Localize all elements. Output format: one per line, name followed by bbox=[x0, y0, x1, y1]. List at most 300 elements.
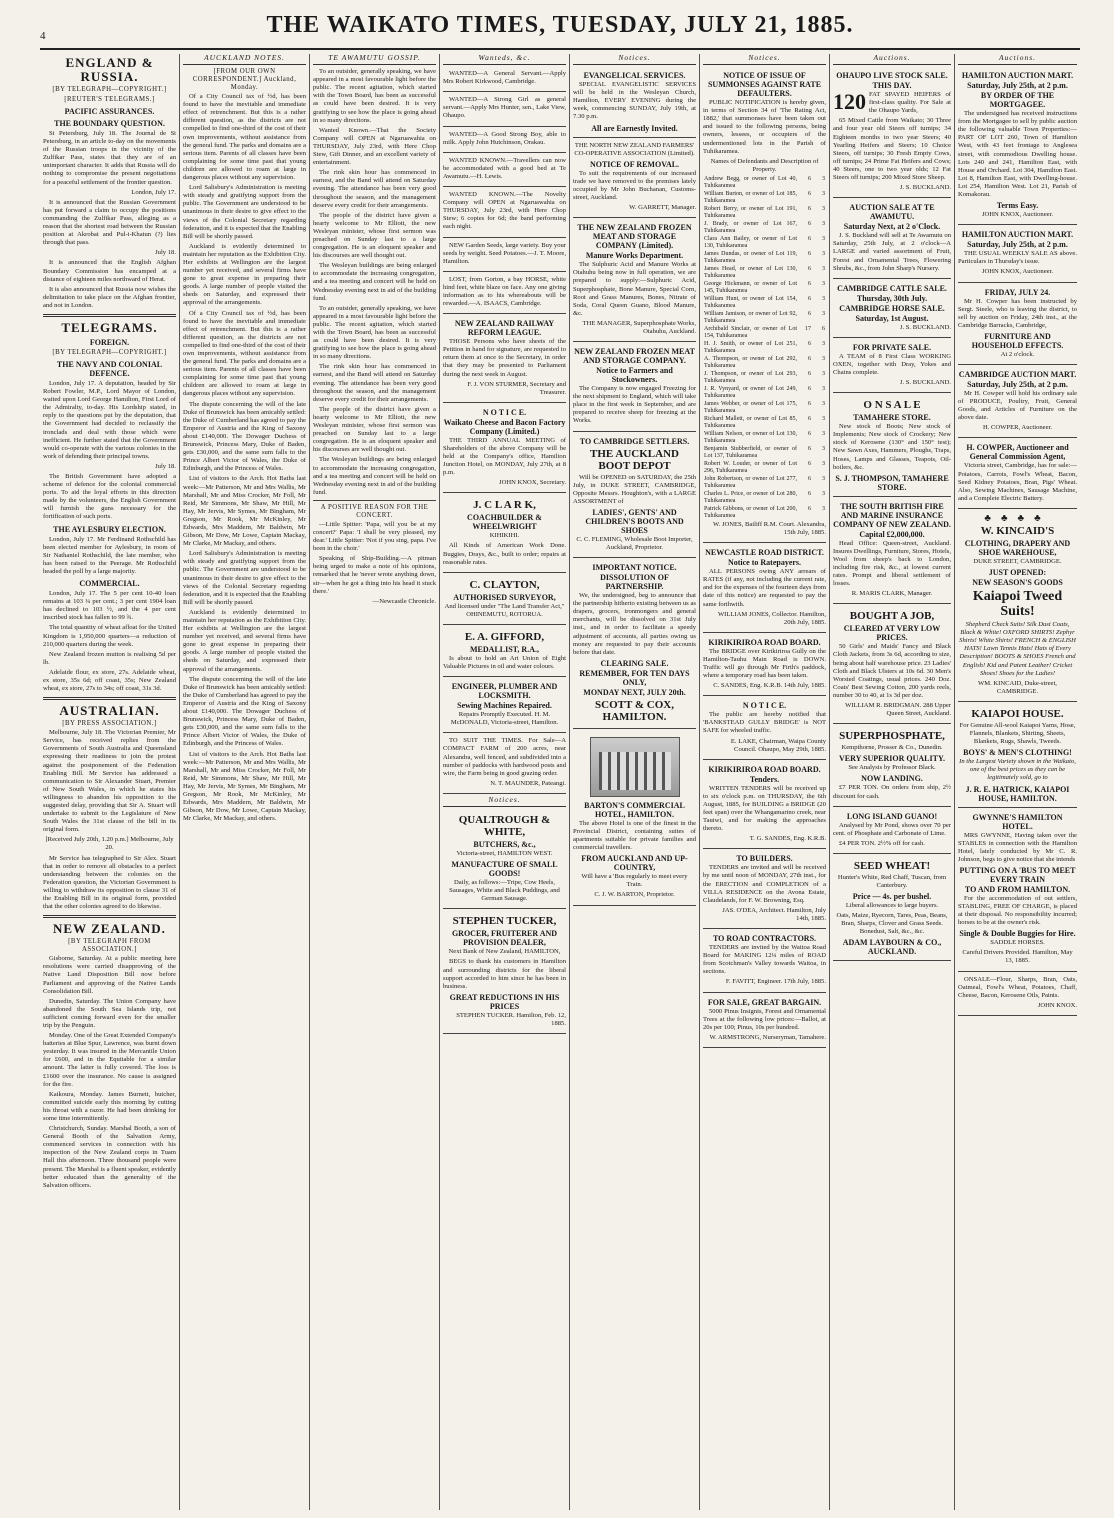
column-heading: Auctions. bbox=[833, 54, 951, 65]
classified-ad bbox=[443, 274, 566, 314]
ad-text: WANTED—A Good Strong Boy, able to milk. Apply John Hutchinson, Orakau. bbox=[443, 130, 566, 146]
ad-title: IMPORTANT NOTICE. bbox=[592, 563, 677, 573]
ad-subtitle: Single & Double Buggies for Hire. bbox=[959, 929, 1076, 939]
ad-title: STEPHEN TUCKER, bbox=[452, 915, 557, 928]
byline: [BY TELEGRAPH FROM ASSOCIATION.] bbox=[68, 938, 151, 954]
article-paragraph: Of a City Council tax of ½d, has been found to have the inevitable and immediate effect of retrenchment. But this is a rather different question, as the districts are not compelled to find one-third of the cost of their own improvements, without assistance from the general fund. The parks and domains are a serious item. Parents of all classes have been complaining for some time past that young children are allowed to roam at large in dangerous places without any supervision. bbox=[183, 93, 306, 182]
ad-text: For the accommodation of out settlers, STABLING, FREE OF CHARGE, is placed at their disposal. No responsibility incurred; horses to be at the owner's risk. bbox=[958, 894, 1077, 927]
table-row bbox=[703, 491, 826, 506]
amount-cell: 3 bbox=[822, 475, 825, 482]
classified-ad bbox=[703, 995, 826, 1048]
ad-signature: C. J. W. BARTON, Proprietor. bbox=[594, 891, 675, 899]
defendant-cell: Charles L. Price, or owner of Lot 280, Tuhikaramea bbox=[704, 490, 797, 505]
article-source: —Newcastle Chronicle. bbox=[372, 597, 436, 605]
ad-subtitle: Thursday, 30th July. bbox=[856, 293, 928, 303]
amount-cell: 3 bbox=[822, 280, 825, 287]
ad-signature: F. FAVITT, Engineer. 17th July, 1885. bbox=[725, 978, 826, 986]
dateline: July 18. bbox=[155, 249, 176, 257]
amount-cell: 3 bbox=[822, 295, 825, 302]
article-paragraph: To an outsider, generally speaking, we have appeared in a most favourable light before the public. The recent agitation, which started with the Town Board, has been as successful as could have been desired. It is very gratifying to see how the place is going ahead in so many directions. bbox=[313, 304, 436, 361]
amount-cell: 6 bbox=[808, 235, 811, 242]
ad-subtitle: Saturday, July 25th, at 2 p.m. bbox=[967, 379, 1068, 389]
ad-subtitle: Capital £2,000,000. bbox=[859, 529, 925, 539]
ad-subtitle: MONDAY NEXT, JULY 20th. bbox=[583, 687, 686, 697]
ad-title: BARTON'S COMMERCIAL HOTEL, HAMILTON. bbox=[584, 800, 685, 819]
ad-subtitle: MANUFACTURE OF SMALL GOODS! bbox=[451, 860, 558, 879]
article-paragraph: Kaikoura, Monday. James Burnett, butcher, committed suicide early this morning by cutting his throat with a razor. He had been drinking for some time intermittently. bbox=[43, 1090, 176, 1122]
classified-ad bbox=[958, 68, 1077, 225]
column-wanteds bbox=[440, 54, 570, 1510]
ad-text: THOSE Persons who have sheets of the Petition in hand for signature, are requested to return them at once to the Secretary, in order that they may be presented to Parliament during the next week in August. bbox=[443, 338, 566, 378]
classified-ad bbox=[573, 220, 696, 342]
amount-cell: 3 bbox=[822, 445, 825, 452]
ad-title: C. CLAYTON, bbox=[469, 578, 540, 591]
ad-signature: C. SANDES, Eng. K.R.B. 14th July, 1885. bbox=[713, 682, 826, 690]
ad-text: THE USUAL WEEKLY SALE AS above. Particulars in Thursday's issue. bbox=[958, 250, 1077, 266]
ad-signature: JOHN KNOX, Auctioneer. bbox=[981, 268, 1054, 276]
ad-number: 120 bbox=[833, 89, 866, 115]
table-row bbox=[703, 386, 826, 401]
ad-signature: R. MARIS CLARK, Manager. bbox=[851, 590, 933, 598]
ad-subtitle: NEW SEASON'S GOODS bbox=[972, 578, 1063, 588]
ad-title: NEWCASTLE ROAD DISTRICT. bbox=[705, 548, 824, 558]
defendant-cell: Benjamin Stubberfield, or owner of Lot 137, Tuhikaramea bbox=[704, 445, 797, 460]
ad-title: HAMILTON AUCTION MART. bbox=[961, 71, 1074, 81]
defendant-cell: Patrick Gibbons, or owner of Lot 200, Tuhikaramea bbox=[704, 505, 797, 520]
ad-title: THE NEW ZEALAND FROZEN MEAT AND STORAGE COMPANY (Limited). bbox=[577, 223, 692, 251]
classified-ad bbox=[703, 68, 826, 543]
ad-text: Mr H. Cowper has been instructed by Sergt. Steele, who is leaving the district, to sell by auction on Friday, 24th inst., at the Cambridge Barracks, Cambridge, bbox=[958, 297, 1077, 329]
ad-text: WANTED—A Strong Girl as general servant.—Apply Mrs Hunter, sen., Lake View, Ohaupo. bbox=[443, 96, 566, 120]
ad-price: £7 PER TON. On orders from ship, 2½ discount for cash. bbox=[833, 784, 951, 800]
ad-headline: Kaiapoi Tweed Suits! bbox=[972, 589, 1063, 620]
ad-title: LONG ISLAND GUANO! bbox=[846, 811, 938, 821]
dateline: [Received July 20th, 1.20 p.m.] Melbourne, July 20. bbox=[45, 836, 174, 852]
ad-title: BOUGHT A JOB, bbox=[849, 610, 935, 623]
table-row bbox=[703, 176, 826, 191]
defendant-cell: Archibald Sinclair, or owner of Lot 154, Tuhikaramea bbox=[704, 325, 797, 340]
article-paragraph: Of a City Council tax of ½d, has been found to have the inevitable and immediate effect of retrenchment. But this is a rather different question, as the districts are not compelled to find one-third of the cost of their own improvements, without assistance from the general fund. The parks and domains are a serious item. Parents of all classes have been complaining for some time past that young children are allowed to roam at large in dangerous places without any supervision. bbox=[183, 309, 306, 398]
ad-subtitle: CLOTHING, DRAPERY AND SHOE WAREHOUSE, bbox=[964, 539, 1071, 557]
ad-signature: JOHN KNOX. bbox=[1037, 1001, 1077, 1009]
ad-text: And licensed under "The Land Transfer Act," OHINEMUTU, ROTORUA. bbox=[444, 602, 565, 618]
ad-signature: JAS. O'DEA, Architect. Hamilton, July 14th, 1885. bbox=[722, 906, 826, 922]
ad-title: H. COWPER, Auctioneer and General Commission Agent, bbox=[966, 443, 1069, 462]
ad-title: AUCTION SALE AT TE AWAMUTU. bbox=[849, 203, 935, 222]
article-paragraph: The dispute concerning the will of the late Duke of Brunswick has been amicably settled: the Duke of Cumberland has agreed to pay the Emperor of Austria and the King of Saxony about £140,000. The Dowager Duchess of Brunswick, Princess Mary, Duke of Baden, gets £30,000, and the same sum falls to the Prince Albert Victor of Wales, the Duke of Edinburgh, and the Princess of Wales. bbox=[183, 675, 306, 748]
article-paragraph: Auckland is evidently determined to maintain her reputation as the Exhibition City. Her exhibits at Wellington are the largest number yet received, and several firms have gone to great expense in preparing their goods. A large number of people visited the sheds on Saturday, and expressed their approval of the arrangements. bbox=[183, 608, 306, 673]
ad-text: Repairs Promptly Executed. H. M. McDONALD, Victoria-street, Hamilton. bbox=[450, 711, 559, 727]
ad-text: The Sulphuric Acid and Manure Works at Otahuhu being now in full operation, we are prepared to supply:—Sulphuric Acid, Superphosphate, Bone Manure, Special Corn, Root and Grass Manures, Bones, Nitrate of Soda, Coral Queen Guano, Blood Manure, &c. bbox=[573, 261, 696, 317]
table-row bbox=[703, 431, 826, 446]
classified-ad bbox=[443, 575, 566, 625]
ad-text: WANTED—A General Servant.—Apply Mrs Robert Kirkwood, Cambridge. bbox=[443, 70, 566, 86]
column-heading: Notices. bbox=[703, 54, 826, 65]
amount-cell: 6 bbox=[808, 400, 811, 407]
ad-subtitle: TO AND FROM HAMILTON. bbox=[964, 884, 1071, 894]
ad-signature: C. C. FLEMING, Wholesale Boot Importer, Auckland, Proprietor. bbox=[576, 535, 693, 551]
defendant-cell: H. J. Smith, or owner of Lot 251, Tuhikaramea bbox=[704, 340, 797, 355]
ad-subtitle: Kempthorne, Prosser & Co., Dunedin. bbox=[841, 744, 943, 752]
ad-text: J. S. Buckland will sell at Te Awamutu on Saturday, 25th July, at 2 o'clock—A LARGE and varied assortment of Fruit, Forest and Ornamental Trees, Flowering Shrubs, &c., from John Sharp's Nursery. bbox=[833, 232, 951, 272]
ad-title: CAMBRIDGE AUCTION MART. bbox=[958, 369, 1077, 379]
ad-subtitle: FROM AUCKLAND AND UP-COUNTRY, bbox=[581, 854, 688, 873]
article-paragraph: The people of the district have given a hearty welcome to Mr Elliott, the new Wesleyan minister, whose first sermon was preached on Sunday last to a large congregation. He is an eloquent speaker and his discourses are well thought out. bbox=[313, 211, 436, 260]
classified-ad bbox=[443, 68, 566, 92]
ad-text: MRS GWYNNE, Having taken over the STABLES in connection with the Hamilton Hotel, lately conducted by Mr C. R. Johnson, begs to give notice that she intends bbox=[958, 831, 1077, 863]
ad-subtitle: REMEMBER, FOR TEN DAYS ONLY, bbox=[579, 668, 690, 687]
masthead bbox=[40, 8, 1080, 50]
ad-text: WRITTEN TENDERS will be received up to six o'clock p.m. on THURSDAY, the 6th August, 1885, for BUILDING a BRIDGE (20 feet span) over the Whangamarino creek, near Tauiwi, and for making the approaches thereto. bbox=[703, 784, 826, 833]
classified-ad bbox=[958, 285, 1077, 365]
article-paragraph: New Zealand frozen mutton is realising 5d per lb. bbox=[43, 650, 176, 666]
column-notices-2 bbox=[700, 54, 830, 1510]
ad-text: The above Hotel is one of the finest in the Provincial District, containing suites of apartments suitable for private families and commercial travellers. bbox=[573, 819, 696, 852]
ad-text: All Kinds of American Work Done. Buggies, Drays, &c., built to order; repairs at reasonable rates. bbox=[443, 542, 566, 566]
amount-cell: 6 bbox=[808, 385, 811, 392]
amount-cell: 3 bbox=[822, 265, 825, 272]
article-paragraph: Lord Salisbury's Administration is meeting with steady and gratifying support from the public. The Government are understood to be unanimous in their desire to give effect to the views of the Colonial Secretary regarding federation, and it is expected that the Enabling Bill will be shortly passed. bbox=[183, 184, 306, 240]
article-paragraph: The total quantity of wheat afloat for the United Kingdom is 1,950,000 quarters—a reduction of 210,000 quarters during the week. bbox=[43, 624, 176, 648]
ad-signature: STEPHEN TUCKER. Hamilton, Feb. 12, 1885. bbox=[456, 1011, 566, 1027]
ad-signature: W. ARMSTRONG, Nurseryman, Tamahere. bbox=[709, 1033, 826, 1041]
article-paragraph: —Little Spitter: 'Papa, will you be at my concert?' Papa: 'I shall be very pleased, my dear.' Little Spitter: 'Not if you sing, papa. I've been in the choir.' bbox=[313, 520, 436, 553]
ad-text: Victoria-street, HAMILTON WEST. bbox=[456, 849, 553, 857]
subheading: A POSITIVE REASON FOR THE CONCERT. bbox=[320, 503, 429, 519]
defendant-cell: John Robertson, or owner of Lot 277, Tuhikaramea bbox=[704, 475, 797, 490]
amount-cell: 3 bbox=[822, 385, 825, 392]
ad-title: KAIAPOI HOUSE. bbox=[971, 707, 1064, 720]
classified-ad bbox=[573, 140, 696, 219]
headline-australian: AUSTRALIAN. bbox=[59, 703, 160, 719]
ad-text: Will be OPENED on SATURDAY, the 25th July, in DUKE STREET, CAMBRIDGE, Opposite Messrs. Houghton's, with a LARGE ASSORTMENT of bbox=[573, 473, 696, 505]
article-paragraph: Wanted Known.—That the Society Company will OPEN at Ngaruawahia on THURSDAY, July 23rd, with Here Chop Stew, Gift Dinner, and an excellent variety of entertainment. bbox=[313, 126, 436, 167]
amount-cell: 6 bbox=[808, 355, 811, 362]
ad-title: NOTICE OF REMOVAL. bbox=[589, 159, 680, 169]
article-paragraph: List of visitors to the Arch. Hot Baths last week:—Mr Patterson, Mr and Mrs Wallis, Mr Marshall, Mr and Miss Crocker, Mr Foll, Mr Reid, Mr Simmons, Mr Shaw, Mr Hill, Mr Hay, Mr Jervis, Mr Symes, Mr Bingham, Mr Gregson, Mr Rook, Mr McKinley, Mr Edwards, Mrs Maddern, Mr Baldwin, Mr Gibson, Mr Dow, Mr Lowe, Captain Mackay, Mr Clarke, Mr Mackay, and others. bbox=[183, 475, 306, 548]
column-heading: Auctions. bbox=[958, 54, 1077, 65]
classified-ad bbox=[958, 440, 1077, 508]
ad-text: 50 Girls' and Maids' Fancy and Black Cloth Jackets, from 3s 6d, according to size, being about half warehouse price. 23 Ladies' Cloth and Black Ulsters at 10s 6d. 30 Men's Worsted Coatings, usual prices. 240 Doz. Coats' Best Sewing Cotton, 200 yards reels, number 30 to 40, at 1s 3d per doz. bbox=[833, 643, 951, 699]
ad-title: HAMILTON AUCTION MART. bbox=[961, 230, 1074, 240]
ad-title: J. C L A R K, bbox=[473, 499, 536, 512]
article-paragraph: Lord Salisbury's Administration is meeting with steady and gratifying support from the public. The Government are understood to be unanimous in their desire to give effect to the views of the Colonial Secretary regarding federation, and it is expected that the Enabling Bill will be shortly passed. bbox=[183, 550, 306, 606]
amount-cell: 6 bbox=[808, 505, 811, 512]
divider bbox=[43, 697, 176, 700]
classified-ad bbox=[443, 405, 566, 494]
classified-ad bbox=[703, 635, 826, 696]
ad-list: Shepherd Check Suits! Silk Dust Coats, Black & White! OXFORD SHIRTS! Zephyr Shirts! White Shirts! FRENCH & ENGLISH HATS! Lawn Tennis Hats! Hats of Every Description! BOOTS & SHOES French and English! Kid and Patent Leather! Cricket Shoes! Shoes for the Ladies! bbox=[959, 621, 1076, 677]
article-paragraph: Christchurch, Sunday. Marshal Booth, a son of General Booth of the Salvation Army, commenced services in connection with his inspection of the New Zealand corps in Tuam Hall this afternoon. Three thousand people were present. The Marshal is a fluent speaker, evidently better educated than the generality of the Salvation officers. bbox=[43, 1125, 176, 1189]
classified-ad bbox=[833, 726, 951, 806]
amount-cell: 3 bbox=[822, 355, 825, 362]
ad-title: TO CAMBRIDGE SETTLERS. bbox=[579, 436, 690, 446]
article-paragraph: It is also announced that Russia now wishes the delimitation to take place on the Afghan frontier, and not in London. bbox=[43, 285, 176, 309]
ad-text: Head Office: Queen-street, Auckland. Insures Dwellings, Furniture, Stores, Hotels, Wool from sheep's back to London, including fire risk, &c., at lowest current rates. Prompt and liberal settlement of losses. bbox=[833, 539, 951, 588]
ad-signature: SCOTT & COX, HAMILTON. bbox=[595, 698, 674, 723]
ad-text: TENDERS are invited by the Waitoa Road Board for MAKING 12¼ miles of ROAD from Scotchman's Valley towards Waitoa, in sections. bbox=[703, 944, 826, 976]
classified-ad bbox=[443, 495, 566, 572]
amount-cell: 3 bbox=[822, 490, 825, 497]
article-paragraph: List of visitors to the Arch. Hot Baths last week:—Mr Patterson, Mr and Mrs Wallis, Mr Marshall, Mr and Miss Crocker, Mr Foll, Mr Reid, Mr Simmons, Mr Shaw, Mr Hill, Mr Hay, Mr Jervis, Mr Symes, Mr Bingham, Mr Gregson, Mr Rook, Mr McKinley, Mr Edwards, Mrs Maddern, Mr Baldwin, Mr Gibson, Mr Dow, Mr Lowe, Captain Mackay, Mr Clarke, Mr Mackay, and others. bbox=[183, 750, 306, 823]
ad-signature: J. S. BUCKLAND. bbox=[899, 379, 951, 387]
amount-cell: 6 bbox=[808, 190, 811, 197]
ad-text: ALL PERSONS owing ANY arrears of RATES (if any, not including the current rate, and for the expenses of the fourteen days from date of this notice) are requested to pay the same forthwith. bbox=[703, 568, 826, 608]
ad-subtitle: LADIES', GENTS' AND CHILDREN'S BOOTS AND SHOES bbox=[585, 507, 684, 535]
ad-subtitle: BY ORDER OF THE MORTGAGEE. bbox=[980, 91, 1055, 110]
ad-subtitle: Manure Works Department. bbox=[585, 251, 684, 261]
defendant-cell: James Webber, or owner of Lot 175, Tuhikaramea bbox=[704, 400, 797, 415]
ad-signature: F. J. VON STURMER, Secretary and Treasurer. bbox=[467, 380, 566, 396]
table-row bbox=[703, 341, 826, 356]
article-paragraph: Melbourne, July 18. The Victorian Premier, Mr Service, has received replies from the Governments of South Australia and Queensland expressing their readiness to join the protest against the postponement of the Federation Enabling Bill. Mr Service has addressed a communication to Sir Alexander Stuart, Premier of New South Wales, in which he states his willingness to abandon his opposition to the suggested delay, providing that Sir A. Stuart will undertake to submit to the Legislature of New South Wales the 31st clause of the bill in its original form. bbox=[43, 729, 176, 834]
ad-subtitle: Sewing Machines Repaired. bbox=[457, 701, 552, 711]
ad-title: TO BUILDERS. bbox=[736, 854, 793, 864]
ad-subtitle: NOW LANDING. bbox=[861, 774, 923, 784]
amount-cell: 6 bbox=[808, 250, 811, 257]
dateline: July 18. bbox=[155, 462, 176, 470]
amount-cell: 6 bbox=[808, 430, 811, 437]
classified-ad bbox=[958, 367, 1077, 438]
ad-text: FAT SPAYED HEIFERS of first-class quality. For Sale at the Ohaupo Yards, bbox=[869, 91, 951, 115]
ad-text: To suit the requirements of our increased trade we have removed to the premises lately occupied by Mr John Buchanan, Customs-street, Auckland. bbox=[573, 169, 696, 202]
article-paragraph: The Wesleyan buildings are being enlarged to accommodate the increasing congregation, and a tea meeting and concert will be held on Wednesday evening next in aid of the building fund. bbox=[313, 456, 436, 496]
ad-subtitle: MEDALLIST, R.A., bbox=[470, 644, 539, 654]
ad-title: THE SOUTH BRITISH FIRE AND MARINE INSURANCE COMPANY OF NEW ZEALAND. bbox=[833, 501, 951, 529]
classified-ad bbox=[443, 94, 566, 126]
ad-note: See Analysis by Professor Black. bbox=[848, 764, 936, 772]
defendant-cell: Robert W. Louder, or owner of Lot 296, Tuhikaramea bbox=[704, 460, 797, 475]
ad-text: Mr H. Cowper will hold his ordinary sale of PRODUCE, Poultry, Fruit, General Goods, and Articles of Furniture on the above date. bbox=[958, 389, 1077, 422]
classified-ad bbox=[443, 911, 566, 1034]
headline-new-zealand: NEW ZEALAND. bbox=[53, 921, 166, 937]
defendant-cell: J. R. Vynyard, or owner of Lot 249, Tuhikaramea bbox=[704, 385, 797, 400]
defendant-cell: William Hunt, or owner of Lot 154, Tuhikaramea bbox=[704, 295, 797, 310]
ad-text: Will have a 'Bus regularly to meet every Train. bbox=[581, 873, 688, 889]
ad-signature: E. LAKE, Chairman, Waipa County Council. Ohaupo, May 29th, 1885. bbox=[730, 737, 826, 753]
amount-cell: 3 bbox=[822, 400, 825, 407]
classified-ad bbox=[443, 155, 566, 187]
ad-text: TENDERS are invited and will be received by me until noon of MONDAY, 27th inst., for the ERECTION and COMPLETION of a VILLA RESIDENCE on the Avona Estate, Claudelands, for F. W. Browning, Esq. bbox=[703, 864, 826, 904]
ad-text: We, the undersigned, beg to announce that the partnership hitherto existing between us as drapers, grocers, ironmongers and general merchants, will be dissolved on 31st July inst., and in order to facilitate a speedy adjustment of accounts, all parties owing us money are requested to pay their accounts before that date. bbox=[573, 592, 696, 656]
defendant-cell: James Head, or owner of Lot 130, Tuhikaramea bbox=[704, 265, 797, 280]
ad-subtitle: Notice to Farmers and Stockowners. bbox=[596, 366, 673, 385]
hotel-illustration bbox=[590, 737, 680, 797]
amount-cell: 3 bbox=[822, 190, 825, 197]
ad-title: N O T I C E. bbox=[742, 701, 787, 711]
article-paragraph: Mr Service has telegraphed to Sir Alex. Stuart that in order to remove all obstacles to a perfect understanding between the colonies on the Federation question, the Victorian Government is willing to withdraw its opposition to clause 31 of the Enabling Bill in its original form, provided that the other colonies agreed to do likewise. bbox=[43, 854, 176, 911]
ad-text: THE THIRD ANNUAL MEETING of Shareholders of the above Company will be held at the Company's office, Hamilton Junction Hotel, on MONDAY, July 27th, at 8 p.m. bbox=[443, 436, 566, 477]
classified-ad bbox=[958, 974, 1077, 1016]
article-paragraph: The dispute concerning the will of the late Duke of Brunswick has been amicably settled: the Duke of Cumberland has agreed to pay the Emperor of Austria and the King of Saxony about £140,000. The Dowager Duchess of Brunswick, Princess Mary, Duke of Baden, gets £30,000, and the same sum falls to the Prince Albert Victor of Wales, the Duke of Edinburgh, and the Princess of Wales. bbox=[183, 400, 306, 473]
classified-ad bbox=[833, 340, 951, 393]
ad-title: TO ROAD CONTRACTORS. bbox=[712, 934, 817, 944]
ad-text: NEW Garden Seeds, large variety. Buy your seeds by weight. Seed Potatoes.—J. T. Moore, Hamilton. bbox=[443, 241, 566, 265]
amount-cell: 3 bbox=[822, 505, 825, 512]
ad-signature: J. R. E. HATRICK, KAIAPOI HOUSE, HAMILTON. bbox=[965, 784, 1070, 803]
amount-cell: 6 bbox=[808, 340, 811, 347]
amount-cell: 6 bbox=[808, 295, 811, 302]
table-row bbox=[703, 446, 826, 461]
defendant-cell: William Nelson, or owner of Lot 130, Tuhikaramea bbox=[704, 430, 797, 445]
defendant-cell: James Dundas, or owner of Lot 119, Tuhikaramea bbox=[704, 250, 797, 265]
article-paragraph: London, July 17. The 5 per cent 10-40 loan remains at 103 ¼ per cent.; 3 per cent 1904 loan has declined to 103 ½, and the 4 per cent inscribed stock has fallen to 99 ¾. bbox=[43, 590, 176, 622]
classified-ad bbox=[703, 698, 826, 759]
ad-subtitle: Saturday, 1st August. bbox=[855, 313, 929, 323]
classified-ad bbox=[833, 499, 951, 605]
ad-list: Oats, Maize, Ryecorn, Tares, Peas, Beans, Bran, Sharps, Clover and Grass Seeds. Bonedust, Salt, &c., &c. bbox=[836, 912, 948, 936]
ad-list: 65 Mixed Cattle from Waikato; 30 Three and four year old Steers off turnips; 34 Eighteen months to two year Steers; 40 Yearling Heifers and Steers; 10 Choice Steers, off turnips; 30 Fresh Empty Cows, off turnips; 24 Prime Fat Heifers and Cows; 40 Steers, one to two year olds; 12 Fat Steers off turnips; 200 Mixed Store Sheep. bbox=[833, 117, 951, 182]
classified-ad bbox=[958, 704, 1077, 808]
amount-cell: 3 bbox=[822, 310, 825, 317]
headline-telegrams: TELEGRAMS. bbox=[61, 319, 158, 335]
ad-signature: N. T. MAUNDER, Pateangi. bbox=[490, 779, 566, 787]
amount-cell: 3 bbox=[822, 460, 825, 467]
ad-subtitle: CLEARING SALE. bbox=[600, 658, 669, 668]
ad-title: OHAUPO LIVE STOCK SALE. bbox=[836, 71, 948, 81]
ad-subtitle: BUTCHERS, &c., bbox=[473, 839, 536, 849]
ad-text: Hunter's White, Red Chaff, Tuscan, from Canterbury. bbox=[837, 873, 947, 889]
column-notices bbox=[570, 54, 700, 1510]
ad-price: £4 PER TON. 2½% off for cash. bbox=[839, 839, 925, 847]
classified-ad bbox=[443, 679, 566, 733]
column-heading: TE AWAMUTU GOSSIP. bbox=[313, 54, 436, 65]
ad-text: A TEAM of 8 First Class WORKING OXEN, together with Dray, Yokes and Chains complete. bbox=[833, 352, 951, 376]
ad-signature: S. J. THOMPSON, TAMAHERE STORE. bbox=[835, 473, 949, 492]
amount-cell: 3 bbox=[822, 340, 825, 347]
table-row bbox=[703, 461, 826, 476]
article-paragraph: St Petersburg, July 18. The Journal de St Petersburg, in an article to-day on the movements of the Russian troops in the vicinity of the Zulfikar Pass, states that they are of an unimportant character. It adds that Russia will do nothing to compromise the present negotiations for a peaceful settlement of the frontier question. bbox=[43, 130, 176, 186]
table-row bbox=[703, 221, 826, 236]
ad-subtitle: COACHBUILDER & WHEELWRIGHT bbox=[467, 513, 542, 532]
article-paragraph: The rink skin hour has commenced in earnest, and the Band will attend on Saturday evening. The attendance has been very good throughout the season, and the management deserve every credit for their arrangements. bbox=[313, 363, 436, 403]
ad-signature: Careful Drivers Provided. Hamilton, May 13, 1885. bbox=[962, 949, 1073, 965]
table-row bbox=[703, 251, 826, 266]
ad-signature: ADAM LAYBOURN & CO., AUCKLAND. bbox=[842, 938, 942, 957]
defendant-cell: Clara Ann Bailey, or owner of Lot 130, Tuhikaramea bbox=[704, 235, 797, 250]
amount-cell: 6 bbox=[808, 205, 811, 212]
defendant-cell: William Jamison, or owner of Lot 92, Tuhikaramea bbox=[704, 310, 797, 325]
article-paragraph: It is announced that the Russian Government has put forward a claim to occupy the positions commanding the Zulfikar Pass, alleging as a reason that the shortest road between the Russian position at Akrobat and Pul-i-Khatun (?) lies through that pass. bbox=[43, 198, 176, 247]
ad-text: TO SUIT THE TIMES. For Sale—A COMPACT FARM of 200 acres, near Alexandra, well fenced, and subdivided into a number of paddocks with hardwood posts and wire, the Farm being in good grazing order. bbox=[443, 737, 566, 777]
ad-subtitle: TAMAHERE STORE. bbox=[853, 413, 931, 423]
classified-ad bbox=[573, 434, 696, 559]
table-row bbox=[703, 326, 826, 341]
ad-signature: T. G. SANDES, Eng. K.R.B. bbox=[749, 835, 826, 843]
column-news bbox=[40, 54, 180, 1510]
ad-text: Victoria street, Cambridge, has for sale:—Potatoes, Carrots, Fowl's Wheat, Bacon, Seed Kidney Potatoes, Bran, Pigs' Wheat. Also, Sewing Machines, Sausage Machine, and a Complete Electric Battery. bbox=[958, 462, 1077, 502]
ad-text: SPECIAL EVANGELISTIC SERVICES will be held in the Wesleyan Church, Hamilton, EVERY EVENING during the week, commencing SUNDAY, July 19th, at 7.30 p.m. bbox=[573, 81, 696, 121]
amount-cell: 6 bbox=[822, 325, 825, 332]
table-row bbox=[703, 311, 826, 326]
ad-signature: THE MANAGER, Superphosphate Works, Otahuhu, Auckland. bbox=[582, 319, 696, 335]
table-row bbox=[703, 296, 826, 311]
ad-subtitle: AUTHORISED SURVEYOR, bbox=[453, 592, 556, 602]
ad-signature: WILLIAM JONES, Collector. Hamilton, 20th July, 1885. bbox=[717, 610, 826, 626]
column-auctions-2 bbox=[955, 54, 1080, 1510]
ad-title: ENGINEER, PLUMBER AND LOCKSMITH. bbox=[451, 682, 558, 701]
ad-title: SEED WHEAT! bbox=[853, 859, 931, 872]
article-paragraph: The British Government have adopted a scheme of defence for the colonial commercial ports. To aid the loyal efforts in this direction made by the volunteers, the English Government will furnish the guns necessary for the fortification of such ports. bbox=[43, 473, 176, 521]
article-paragraph: The people of the district have given a hearty welcome to Mr Elliott, the new Wesleyan minister, whose first sermon was preached on Sunday last to a large congregation. He is an eloquent speaker and his discourses are well thought out. bbox=[313, 405, 436, 454]
amount-cell: 6 bbox=[808, 445, 811, 452]
table-row bbox=[703, 191, 826, 206]
ad-subtitle: PUTTING ON A 'BUS TO MEET EVERY TRAIN bbox=[959, 865, 1076, 884]
column-auctions bbox=[830, 54, 955, 1510]
ad-subtitle: Terms Easy. bbox=[996, 201, 1039, 211]
byline: [BY PRESS ASSOCIATION.] bbox=[62, 720, 157, 728]
ad-subtitle: All are Earnestly Invited. bbox=[591, 123, 678, 133]
amount-cell: 3 bbox=[822, 205, 825, 212]
byline: [BY TELEGRAPH—COPYRIGHT.] bbox=[52, 86, 167, 93]
classified-ad bbox=[573, 731, 696, 906]
ad-subtitle: JUST OPENED: bbox=[988, 568, 1047, 578]
ad-title: W. KINCAID'S bbox=[980, 525, 1055, 537]
divider bbox=[43, 915, 176, 918]
table-row bbox=[703, 206, 826, 221]
ad-location: KIHIKIHI. bbox=[489, 532, 520, 540]
ad-subtitle: Notice to Ratepayers. bbox=[727, 558, 802, 568]
amount-cell: 6 bbox=[808, 280, 811, 287]
page-number: 4 bbox=[40, 30, 46, 42]
classified-ad bbox=[703, 762, 826, 850]
defendant-cell: A. Thompson, or owner of Lot 292, Tuhikaramea bbox=[704, 355, 797, 370]
ad-text: WANTED KNOWN.—The Novelty Company will OPEN at Ngaruawahia on THURSDAY, July 23rd, with Here Chop Stew; 6 copies for 6d; the band performing each night. bbox=[443, 191, 566, 231]
ad-text: The undersigned has received instructions from the Mortgagee to sell by public auction the following valuable Town Properties:—PART OF LOT 260, Town of Hamilton West, with 43 feet frontage to Anglesea street, with commodious Dwelling house. Lots 240 and 241, Hamilton East, with House and Orchard. Lot 304, Hamilton East. Lot 8, Hamilton East, with Dwelling-house. Lot 254, Hamilton West. Lot 21, Parish of Komakorau. bbox=[958, 110, 1077, 199]
ad-title: EVANGELICAL SERVICES. bbox=[583, 71, 686, 81]
table-row bbox=[703, 476, 826, 491]
column-gossip bbox=[310, 54, 440, 1510]
subheading: COMMERCIAL. bbox=[79, 579, 140, 589]
article-paragraph: Monday. One of the Great Extended Company's batteries at Blue Spur, Lawrence, was burnt down yesterday. It was insured in the Mercantile Union for £600, and in the Equitable for a similar amount. The latter is fully covered. The loss is £1600 over the insurance. No cause is assigned for the fire. bbox=[43, 1032, 176, 1088]
ad-subtitle: Saturday, July 25th, at 2 p.m. bbox=[967, 240, 1068, 250]
ad-text: 5000 Pinus Insignis, Forest and Ornamental Trees at the following low prices:—Ballot, at 20s per 100; Pinus, 10s per hundred. bbox=[703, 1007, 826, 1031]
classified-ad bbox=[703, 851, 826, 929]
classified-ad bbox=[833, 68, 951, 198]
ad-text: For Genuine All-wool Kaiapoi Yarns, Hose, Flannels, Blankets, Shirting, Sheets, Blankets, Rugs, Shawls, Tweeds. bbox=[959, 721, 1076, 746]
classified-ad bbox=[573, 68, 696, 137]
subheading: THE AYLESBURY ELECTION. bbox=[53, 524, 166, 534]
ad-subtitle: CAMBRIDGE HORSE SALE. bbox=[839, 303, 945, 313]
byline: [BY TELEGRAPH—COPYRIGHT.] bbox=[52, 348, 167, 356]
amount-cell: 3 bbox=[822, 220, 825, 227]
amount-cell: 3 bbox=[822, 415, 825, 422]
amount-cell: 6 bbox=[808, 475, 811, 482]
schedule-heading: Names of Defendants and Description of Property. bbox=[710, 157, 819, 173]
ad-headline: THE AUCKLAND BOOT DEPOT bbox=[590, 447, 679, 472]
ad-signature: WILLIAM R. BRIDGMAN. 288 Upper Queen Street, Auckland. bbox=[845, 702, 951, 718]
ad-text: BEGS to thank his customers in Hamilton and surrounding districts for the liberal support accorded to him since he has been in business. bbox=[443, 958, 566, 990]
amount-cell: 6 bbox=[808, 175, 811, 182]
ad-text: The BRIDGE over Kirikiriroa Gully on the Hamilton-Tauhu Main Road is DOWN. Traffic will go through Mr Firth's paddock, where a temporary road has been taken. bbox=[703, 647, 826, 680]
ad-text: THE NORTH NEW ZEALAND FARMERS' CO-OPERATIVE ASSOCIATION (Limited). bbox=[574, 141, 695, 157]
ad-note: In the Largest Variety shown in the Waikato, one of the best prices as they can be legitimately sold, go to bbox=[959, 758, 1076, 782]
column-heading: AUCKLAND NOTES. bbox=[183, 54, 306, 65]
classified-ad bbox=[443, 316, 566, 403]
ad-subtitle: GROCER, FRUITERER AND PROVISION DEALER, bbox=[451, 929, 558, 948]
classified-ad bbox=[958, 227, 1077, 282]
article-paragraph: Dunedin, Saturday. The Union Company have abandoned the South Sea Islands trip, not sufficient coming forward even for the smaller trip by the Penguin. bbox=[43, 997, 176, 1029]
classified-ad bbox=[958, 511, 1077, 702]
subheading: PACIFIC ASSURANCES. bbox=[64, 107, 155, 116]
article-paragraph: Gisborne, Saturday. At a public meeting here resolutions were carried disapproving of the Native Land Disposition Bill now before Parliament and approving of the Native Lands Consolidation Bill. bbox=[43, 955, 176, 995]
article-paragraph: London, July 17. A deputation, headed by Sir Robert Fowler, M.P., Lord Mayor of London, waited upon Lord George Hamilton, First Lord of the Admiralty, to-day. His Lordship stated, in reply to the questions put by the deputation, that the Government had decided to reclassify the ironclads and deal with those which were inefficient. He further stated that the Government would co-operate with the various colonies in the work of defending their principal towns. bbox=[43, 379, 176, 460]
ad-subtitle: DISSOLUTION OF PARTNERSHIP. bbox=[600, 573, 669, 592]
ad-title: NEW ZEALAND FROZEN MEAT AND STORAGE COMPANY. bbox=[574, 347, 695, 366]
ad-text: LOST, from Gorton, a bay HORSE, white hind feet, white blaze on face. Any one giving information as to his whereabouts will be rewarded.—A. ISAACS, Cambridge. bbox=[443, 275, 566, 308]
classified-ad bbox=[443, 735, 566, 794]
column-heading: Notices. bbox=[573, 54, 696, 65]
